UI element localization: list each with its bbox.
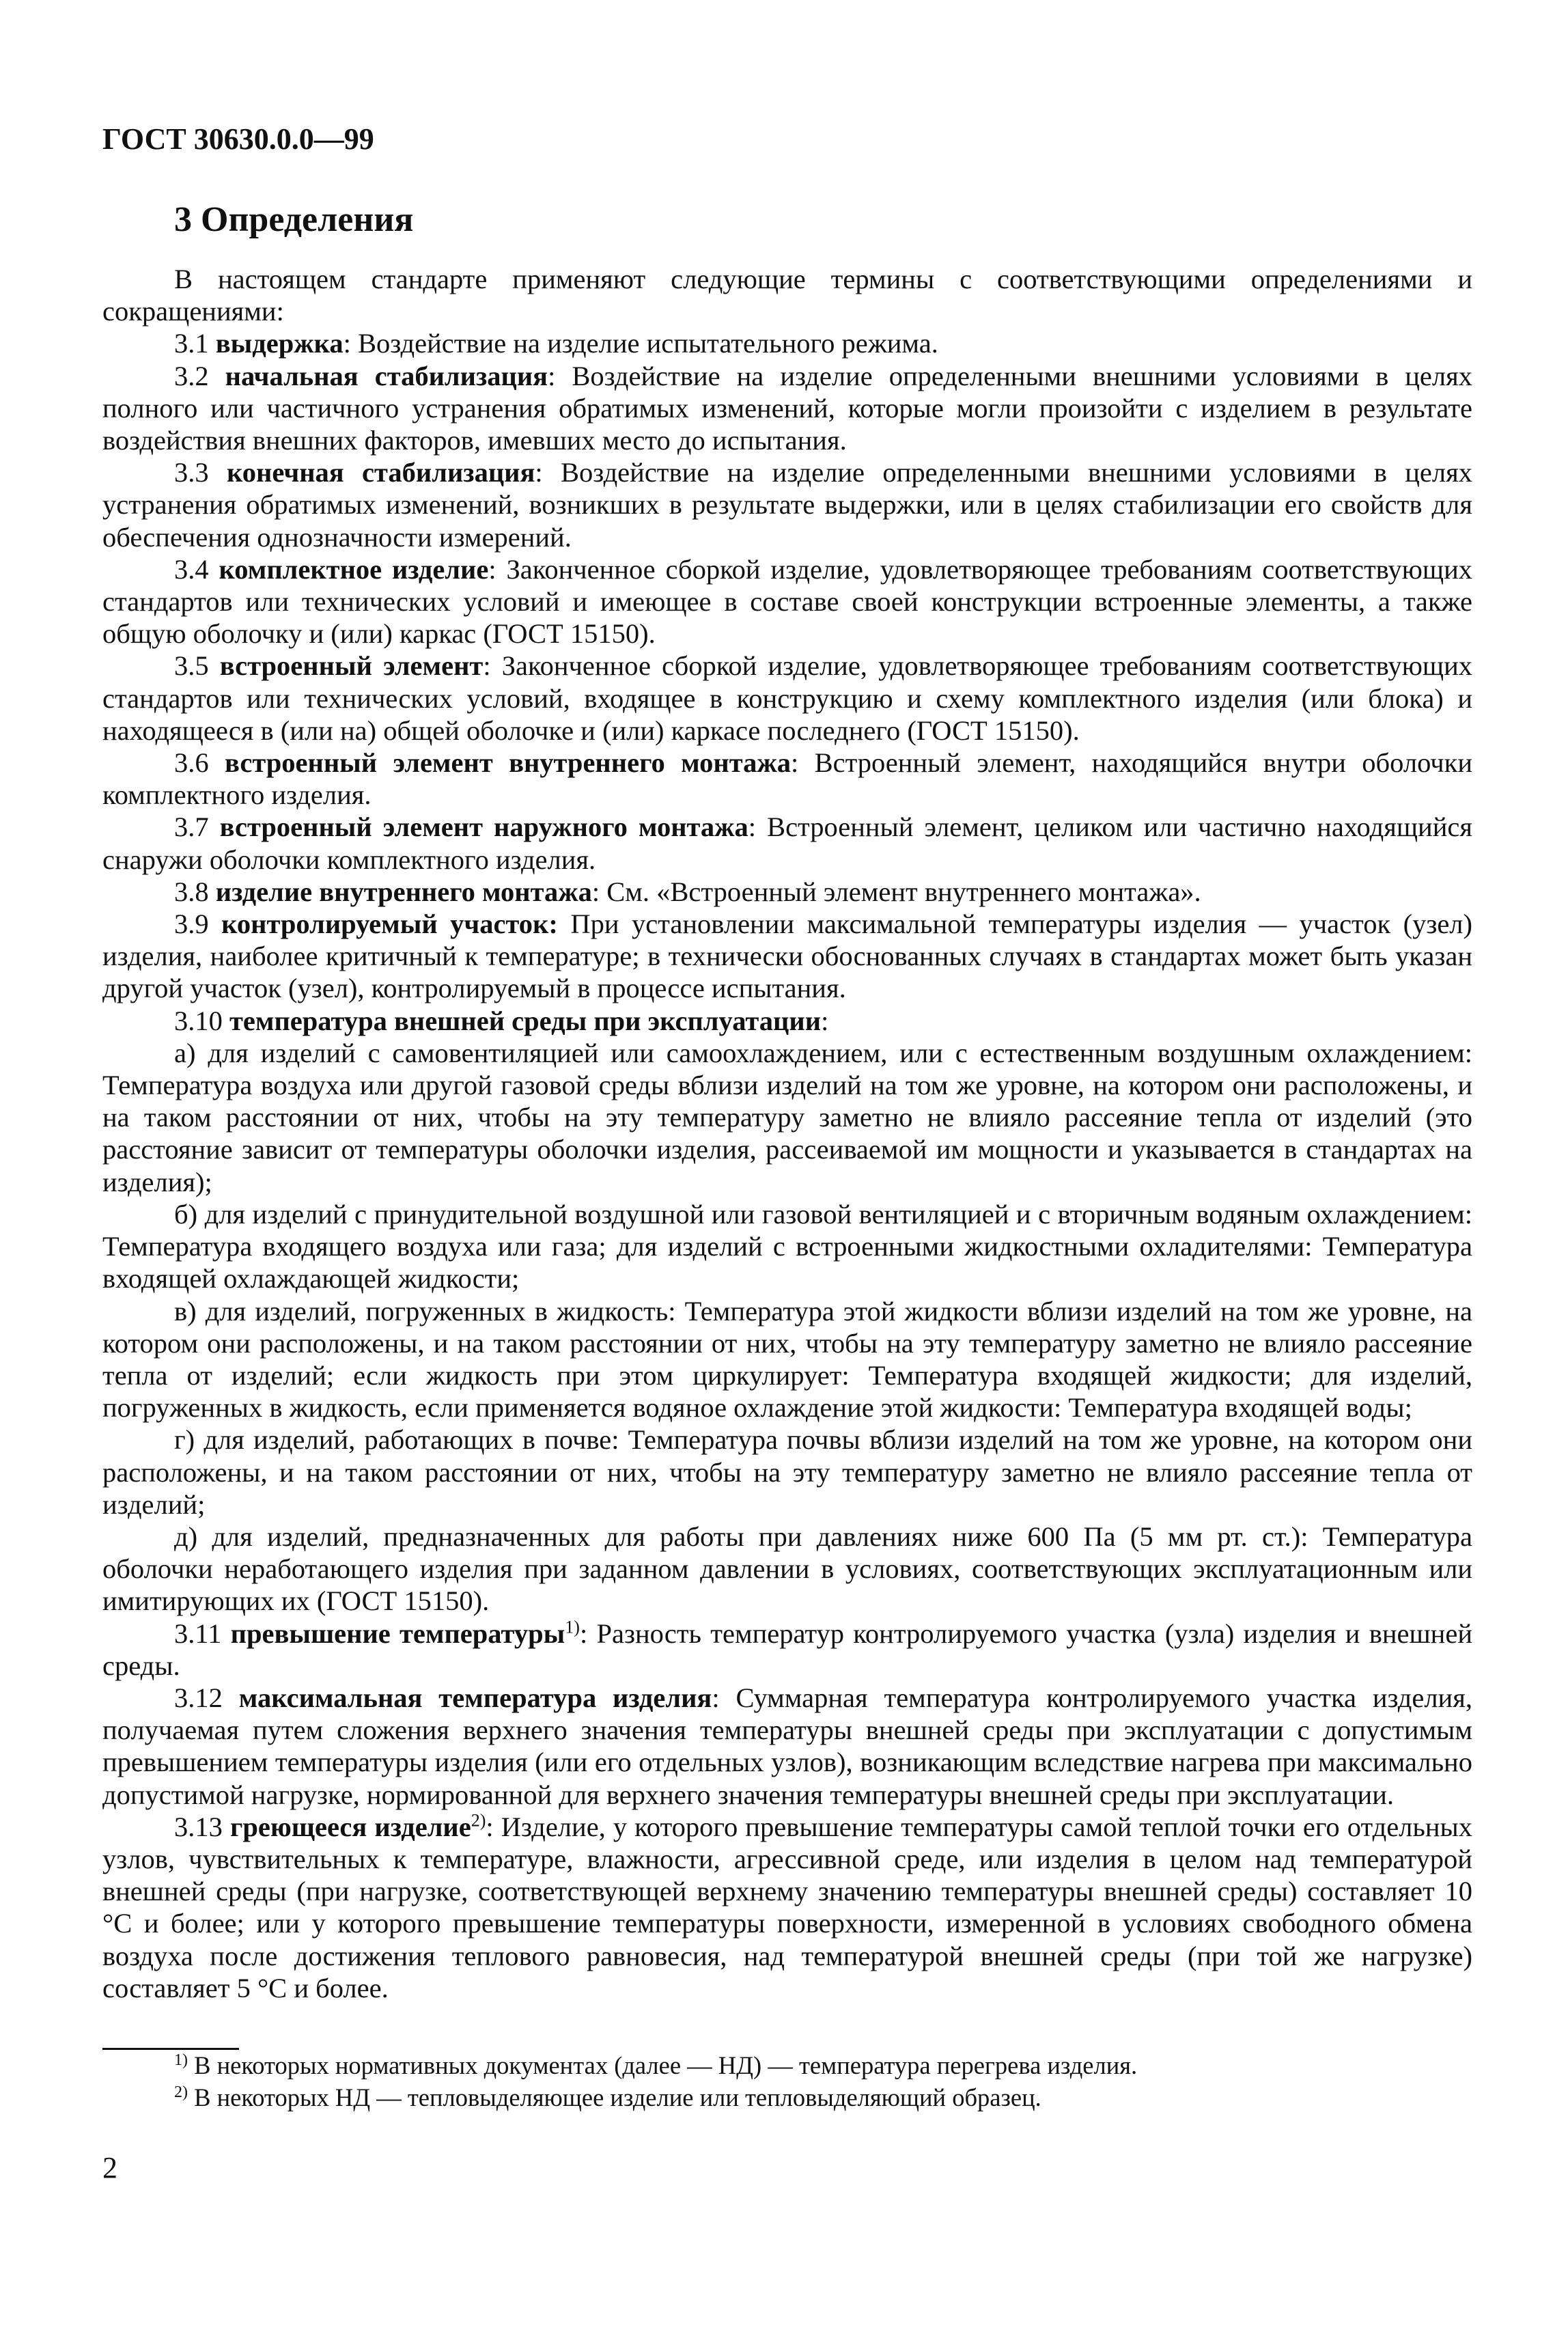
section-title: 3 Определения xyxy=(174,200,414,239)
definition-item xyxy=(102,908,1472,1005)
definition-item xyxy=(102,456,1472,553)
definition-number: 3.4 xyxy=(174,553,209,585)
definition-item xyxy=(102,1618,1472,1682)
temperature-subitems-list xyxy=(102,1037,1472,1618)
definition-term: начальная стабилизация xyxy=(225,360,548,391)
definitions-list-continued xyxy=(102,1618,1472,2004)
definition-text: При установлении максимальной температуры изделия — участок (узел) изделия, наиболее критичный к температуре; в технически обоснованных случаях в стандартах может быть указан другой участок (узел), контролируемый в процессе испытания. xyxy=(102,908,1472,1004)
definition-number: 3.11 xyxy=(174,1618,222,1649)
footnote-text: В некоторых НД — тепловыделяющее изделие или тепловыделяющий образец. xyxy=(188,2083,1041,2111)
definition-text: : Законченное сборкой изделие, удовлетворяющее требованиям соответствующих стандартов или технических условий, входящее в конструкцию и схему комплектного изделия (или блока) и находящееся в (или на) общей оболочке и (или) каркасе последнего (ГОСТ 15150). xyxy=(102,650,1472,746)
definition-term: комплектное изделие xyxy=(219,553,489,585)
definition-item xyxy=(102,1811,1472,2004)
definition-term: конечная стабилизация xyxy=(227,457,535,488)
definition-number: 3.3 xyxy=(174,457,209,488)
footnotes xyxy=(102,2049,1472,2113)
definition-term: греющееся изделие xyxy=(229,1811,471,1842)
intro-paragraph: В настоящем стандарте применяют следующие термины с соответствующими определениями и сокращениями: xyxy=(102,264,1472,327)
definition-term: температура внешней среды при эксплуатации xyxy=(229,1005,822,1036)
definition-text: : xyxy=(821,1005,829,1036)
definition-text: : Разность температур контролируемого участка (узла) изделия и внешней среды. xyxy=(102,1618,1472,1681)
definition-term: максимальная температура изделия xyxy=(238,1682,712,1713)
temperature-subitem: д) для изделий, предназначенных для работы при давлениях ниже 600 Па (5 мм рт. ст.): Температура оболочки неработающего изделия при заданном давлении в условиях, соответствующих эксплуатационным или имитирующих их (ГОСТ 15150). xyxy=(102,1521,1472,1617)
definition-item xyxy=(102,1005,1472,1037)
definition-text: : Встроенный элемент, находящийся внутри оболочки комплектного изделия. xyxy=(102,747,1473,811)
footnote-reference: 2) xyxy=(471,1810,486,1831)
definition-text: : Воздействие на изделие испытательного режима. xyxy=(343,328,938,359)
definition-number: 3.8 xyxy=(174,876,209,907)
definition-number: 3.6 xyxy=(174,747,209,779)
definition-number: 3.7 xyxy=(174,811,209,843)
temperature-subitem: г) для изделий, работающих в почве: Температура почвы вблизи изделий на том же уровне, на котором они расположены, и на таком расстоянии от них, чтобы на эту температуру заметно не влияло рассеяние тепла от изделий; xyxy=(102,1424,1472,1520)
definition-number: 3.12 xyxy=(174,1682,223,1713)
definition-text: : Изделие, у которого превышение температуры самой теплой точки его отдельных узлов, чувствительных к температуре, влажности, агрессивной среде, или изделия в целом над температурой внешней среды (при нагрузке, соответствующей верхнему значению температуры внешней среды) составляет 10 °С и более; или у которого превышение температуры поверхности, измеренной в условиях свободного обмена воздуха после достижения теплового равновесия, над температурой внешней среды (при той же нагрузке) составляет 5 °С и более. xyxy=(102,1811,1473,2003)
definition-number: 3.5 xyxy=(174,650,209,682)
definition-term: изделие внутреннего монтажа xyxy=(215,876,592,907)
definition-term: выдержка xyxy=(215,328,344,359)
footnote-reference: 1) xyxy=(565,1617,580,1637)
definition-number: 3.2 xyxy=(174,360,209,391)
definition-item xyxy=(102,1682,1472,1811)
definition-term: встроенный элемент xyxy=(219,650,484,682)
page-number: 2 xyxy=(102,2151,117,2184)
document-code-header: ГОСТ 30630.0.0—99 xyxy=(102,122,374,156)
definition-item xyxy=(102,553,1472,650)
definition-term: встроенный элемент наружного монтажа xyxy=(219,811,748,843)
definition-term: встроенный элемент внутреннего монтажа xyxy=(225,747,791,779)
definition-item xyxy=(102,811,1472,875)
definitions-list xyxy=(102,327,1472,1036)
footnote-item xyxy=(102,2049,1472,2081)
definition-number: 3.13 xyxy=(174,1811,223,1842)
temperature-subitem: в) для изделий, погруженных в жидкость: Температура этой жидкости вблизи изделий на том же уровне, на котором они расположены, и на таком расстоянии от них, чтобы на эту температуру заметно не влияло рассеяние тепла от изделий; если жидкость при этом циркулирует: Температура входящей жидкости; для изделий, погруженных в жидкость, если применяется водяное охлаждение этой жидкости: Температура входящей воды; xyxy=(102,1295,1472,1424)
definition-item xyxy=(102,747,1472,811)
definition-number: 3.1 xyxy=(174,328,209,359)
footnote-item xyxy=(102,2081,1472,2113)
definition-item xyxy=(102,650,1472,747)
definition-text: : Воздействие на изделие определенными внешними условиями в целях полного или частичного устранения обратимых изменений, которые могли произойти с изделием в результате воздействия внешних факторов, имевших место до испытания. xyxy=(102,360,1472,456)
definition-number: 3.10 xyxy=(174,1005,223,1036)
definition-item xyxy=(102,876,1472,908)
definition-text: : Суммарная температура контролируемого участка изделия, получаемая путем сложения верхнего значения температуры внешней среды при эксплуатации с допустимым превышением температуры изделия (или его отдельных узлов), возникающим вследствие нагрева при максимально допустимой нагрузке, нормированной для верхнего значения температуры внешней среды при эксплуатации. xyxy=(102,1682,1472,1810)
temperature-subitem: а) для изделий с самовентиляцией или самоохлаждением, или с естественным воздушным охлаждением: Температура воздуха или другой газовой среды вблизи изделий на том же уровне, на котором они расположены, и на таком расстоянии от них, чтобы на эту температуру заметно не влияло рассеяние тепла от изделий (это расстояние зависит от температуры оболочки изделия, рассеиваемой им мощности и указывается в стандартах на изделия); xyxy=(102,1037,1472,1197)
definition-text: : Воздействие на изделие определенными внешними условиями в целях устранения обратимых изменений, возникших в результате выдержки, или в целях стабилизации его свойств для обеспечения однозначности измерений. xyxy=(102,457,1472,553)
definition-number: 3.9 xyxy=(174,908,209,940)
footnote-mark: 1) xyxy=(174,2051,188,2069)
footnote-mark: 2) xyxy=(174,2083,188,2101)
definition-item xyxy=(102,327,1472,359)
definition-term: превышение температуры xyxy=(230,1618,565,1649)
footnote-text: В некоторых нормативных документах (далее — НД) — температура перегрева изделия. xyxy=(188,2051,1138,2079)
definition-term: контролируемый участок: xyxy=(221,908,558,940)
definition-text: : См. «Встроенный элемент внутреннего монтажа». xyxy=(591,876,1201,907)
temperature-subitem: б) для изделий с принудительной воздушной или газовой вентиляцией и с вторичным водяным охлаждением: Температура входящего воздуха или газа; для изделий с встроенными жидкостными охладителями: Температура входящей охлаждающей жидкости; xyxy=(102,1198,1472,1294)
definition-text: : Встроенный элемент, целиком или частично находящийся снаружи оболочки комплектного изделия. xyxy=(102,811,1472,875)
definitions-body xyxy=(102,263,1472,2004)
definition-text: : Законченное сборкой изделие, удовлетворяющее требованиям соответствующих стандартов или технических условий и имеющее в составе своей конструкции встроенные элементы, а также общую оболочку и (или) каркас (ГОСТ 15150). xyxy=(102,553,1472,650)
definition-item xyxy=(102,360,1472,457)
